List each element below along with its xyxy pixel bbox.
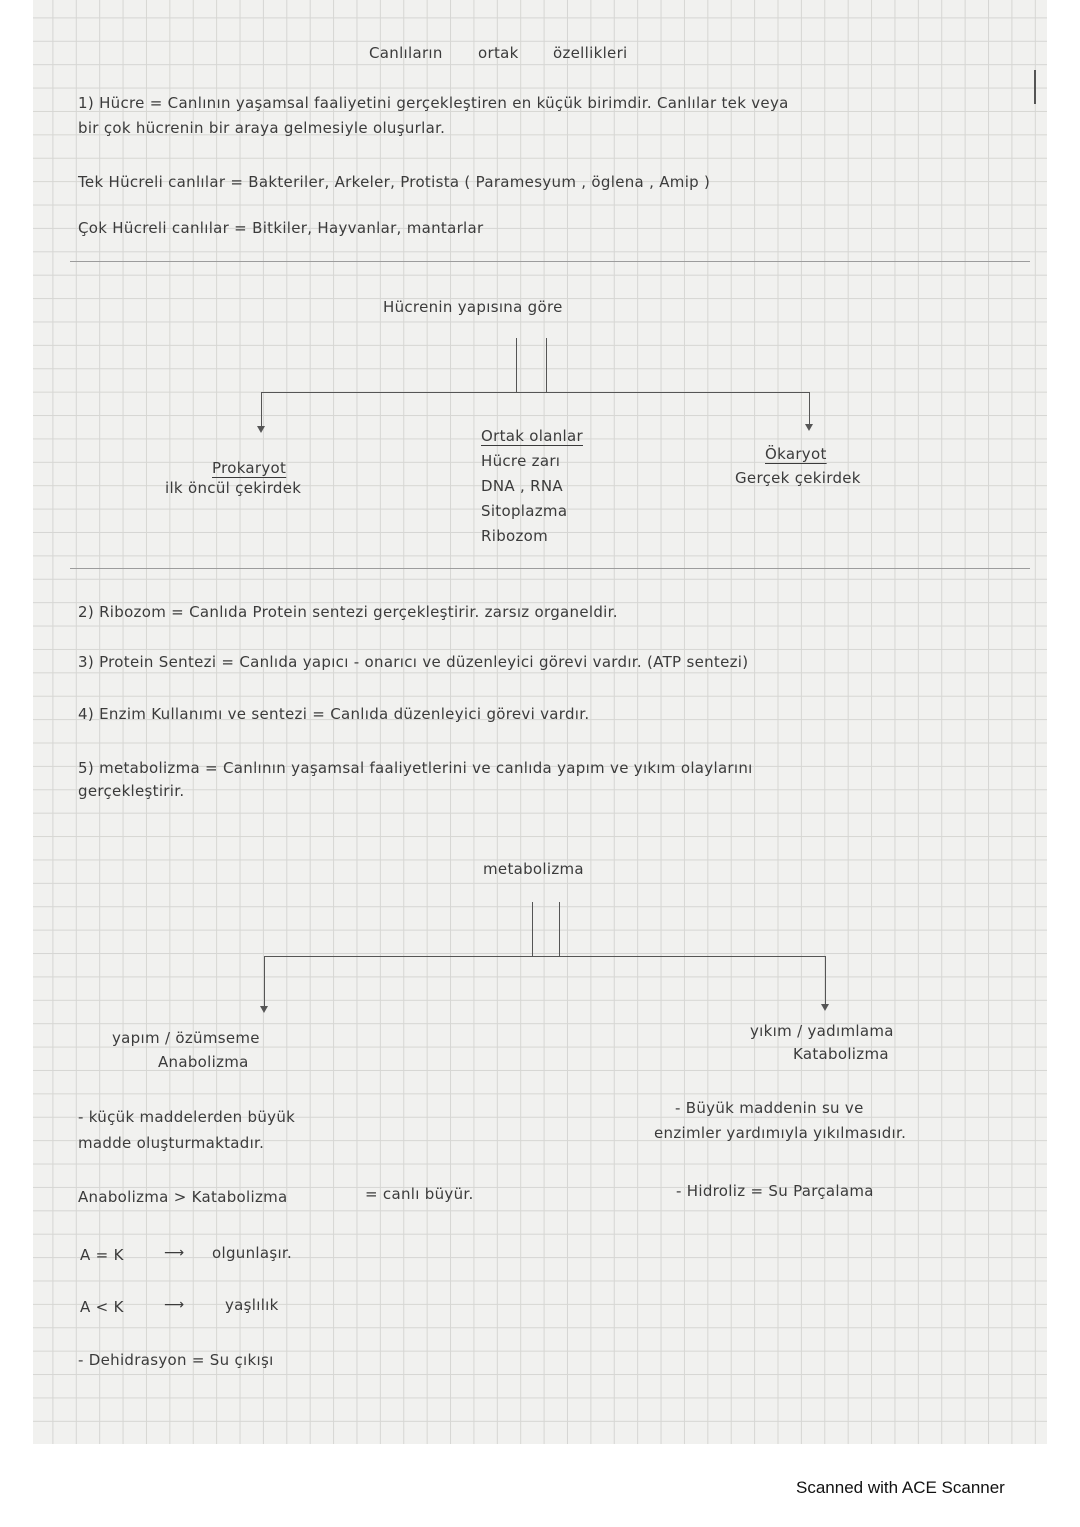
equation2-arrow-icon: ⟶ bbox=[164, 1297, 185, 1313]
katabolizma-desc-line1: - Büyük maddenin su ve bbox=[675, 1099, 864, 1117]
diagram1-branch-line bbox=[261, 392, 809, 393]
title-word-ortak: ortak bbox=[478, 44, 519, 62]
diagram1-left-arrow bbox=[257, 426, 265, 433]
diagram2-branch-line bbox=[264, 956, 825, 957]
ortak-item-2: DNA , RNA bbox=[481, 477, 563, 495]
diagram1-right-arrow bbox=[805, 424, 813, 431]
equation1-arrow-icon: ⟶ bbox=[164, 1245, 185, 1261]
diagram1-stem-a bbox=[516, 338, 517, 392]
ribozom-fact: 2) Ribozom = Canlıda Protein sentezi gerçekleştirir. zarsız organeldir. bbox=[78, 603, 618, 621]
diagram1-right-drop bbox=[809, 392, 810, 424]
title-word-ozellikleri: özellikleri bbox=[553, 44, 628, 62]
ortak-olanlar-title: Ortak olanlar bbox=[481, 427, 583, 445]
hucre-definition-line2: bir çok hücrenin bir araya gelmesiyle oluşurlar. bbox=[78, 119, 446, 137]
katabolizma-heading-line2: Katabolizma bbox=[793, 1045, 889, 1063]
diagram2-left-arrow bbox=[260, 1006, 268, 1013]
prokaryot-sub: ilk öncül çekirdek bbox=[165, 479, 302, 497]
anabolizma-desc-line2: madde oluşturmaktadır. bbox=[78, 1134, 265, 1152]
katabolizma-heading-line1: yıkım / yadımlama bbox=[750, 1022, 894, 1040]
diagram1-root: Hücrenin yapısına göre bbox=[383, 298, 563, 316]
prokaryot-title: Prokaryot bbox=[212, 459, 287, 477]
enzim-fact: 4) Enzim Kullanımı ve sentezi = Canlıda düzenleyici görevi vardır. bbox=[78, 705, 590, 723]
protein-fact: 3) Protein Sentezi = Canlıda yapıcı - onarıcı ve düzenleyici görevi vardır. (ATP sentezi) bbox=[78, 653, 749, 671]
tek-hucreli-line: Tek Hücreli canlılar = Bakteriler, Arkeler, Protista ( Paramesyum , öglena , Amip ) bbox=[78, 173, 711, 191]
margin-mark bbox=[1034, 70, 1036, 104]
ortak-item-3: Sitoplazma bbox=[481, 502, 568, 520]
dehidrasyon-line: - Dehidrasyon = Su çıkışı bbox=[78, 1351, 274, 1369]
divider-2 bbox=[70, 568, 1030, 569]
equation1-left: A = K bbox=[80, 1246, 124, 1264]
divider-1 bbox=[70, 261, 1030, 262]
diagram2-stem-b bbox=[559, 902, 560, 956]
compare-right: = canlı büyür. bbox=[365, 1185, 474, 1203]
equation2-left: A < K bbox=[80, 1298, 124, 1316]
compare-left: Anabolizma > Katabolizma bbox=[78, 1188, 288, 1206]
katabolizma-desc-line2: enzimler yardımıyla yıkılmasıdır. bbox=[654, 1124, 907, 1142]
diagram2-stem-a bbox=[532, 902, 533, 956]
hidroliz-line: - Hidroliz = Su Parçalama bbox=[676, 1182, 874, 1200]
cok-hucreli-line: Çok Hücreli canlılar = Bitkiler, Hayvanlar, mantarlar bbox=[78, 219, 484, 237]
hucre-definition-line1: 1) Hücre = Canlının yaşamsal faaliyetini gerçekleştiren en küçük birimdir. Canlılar tek veya bbox=[78, 94, 789, 112]
diagram2-right-arrow bbox=[821, 1004, 829, 1011]
diagram2-right-drop bbox=[825, 956, 826, 1004]
title-word-canlilarin: Canlıların bbox=[369, 44, 443, 62]
diagram1-stem-b bbox=[546, 338, 547, 392]
ortak-item-1: Hücre zarı bbox=[481, 452, 561, 470]
equation1-right: olgunlaşır. bbox=[212, 1244, 293, 1262]
diagram2-left-drop bbox=[264, 956, 265, 1006]
diagram2-root: metabolizma bbox=[483, 860, 584, 878]
diagram1-left-drop bbox=[261, 392, 262, 426]
scanner-watermark: Scanned with ACE Scanner bbox=[796, 1478, 1005, 1497]
ortak-item-4: Ribozom bbox=[481, 527, 549, 545]
anabolizma-heading-line2: Anabolizma bbox=[158, 1053, 249, 1071]
anabolizma-desc-line1: - küçük maddelerden büyük bbox=[78, 1108, 296, 1126]
okaryot-title: Ökaryot bbox=[765, 445, 827, 463]
metabolizma-fact-line1: 5) metabolizma = Canlının yaşamsal faaliyetlerini ve canlıda yapım ve yıkım olaylarını bbox=[78, 759, 753, 777]
anabolizma-heading-line1: yapım / özümseme bbox=[112, 1029, 260, 1047]
okaryot-sub: Gerçek çekirdek bbox=[735, 469, 861, 487]
equation2-right: yaşlılık bbox=[225, 1296, 279, 1314]
metabolizma-fact-line2: gerçekleştirir. bbox=[78, 782, 185, 800]
